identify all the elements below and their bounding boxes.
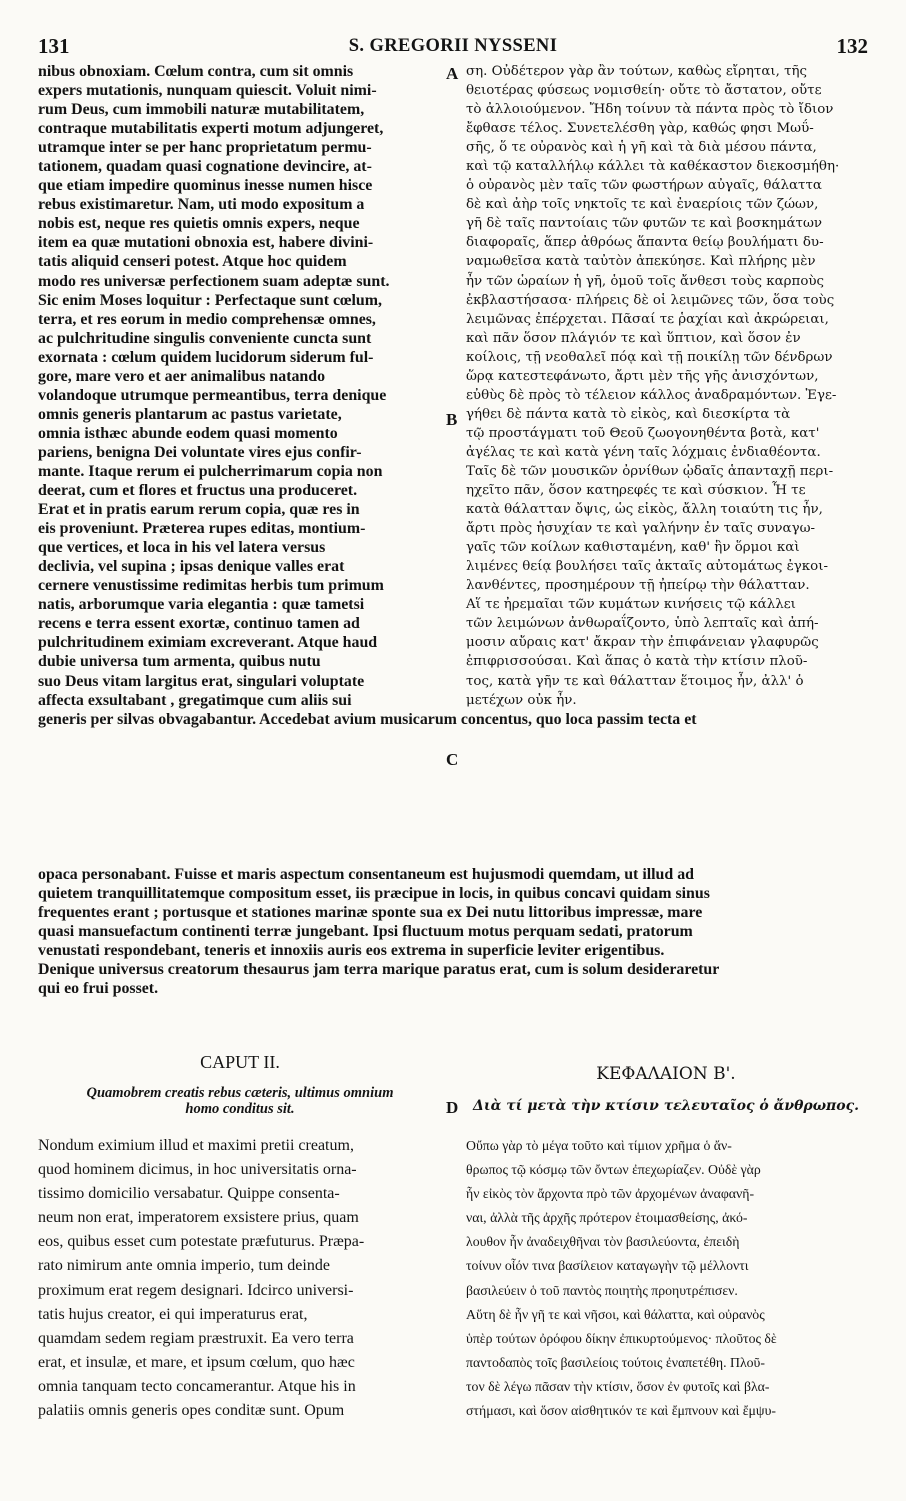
greek-text-line: ὑπὲρ τούτων ὀρόφου δίκην ἐπικυρτούμενος· πλοῦτος δὲ (466, 1330, 777, 1346)
latin-text-line: Nondum eximium illud et maximi pretii creatum, (38, 1137, 354, 1154)
latin-chapter-title: CAPUT II. (200, 1052, 280, 1072)
latin-text-line: opaca personabant. Fuisse et maris aspectum consentaneum est hujusmodi quemdam, ut illud ad (38, 866, 694, 883)
latin-text-line: que vertices, et loca in his vel latera versus (38, 539, 326, 557)
greek-text-line: Αὕτη δὲ ἦν γῆ τε καὶ νῆσοι, καὶ θάλαττα, καὶ οὐρανὸς (466, 1306, 765, 1322)
greek-text-line: λανθέντες, προσημέρουν τῇ ἠπείρῳ τὴν θάλατταν. (466, 578, 810, 594)
greek-text-line: λουθον ἦν ἀναδειχθῆναι τὸν βασιλεύοντα, ἐπειδὴ (466, 1234, 740, 1250)
greek-text-line: τῶν λειμώνων ἀνθωραΐζοντο, ὑπὸ λεπταῖς καὶ ἀπή- (466, 616, 819, 632)
latin-text-line: nibus obnoxiam. Cœlum contra, cum sit omnis (38, 63, 354, 80)
latin-text-line: exornata : cœlum quidem lucidorum siderum ful- (38, 348, 374, 366)
latin-text-line: rum Deus, cum immobili naturæ mutabilitatem, (38, 101, 365, 119)
latin-text-line: natis, arborumque varia elegantia : quæ tametsi (38, 596, 365, 614)
greek-text-line: ἦν τῶν ὡραίων ἡ γῆ, ὁμοῦ τοῖς ἄνθεσι τοὺς καρποὺς (466, 273, 825, 289)
greek-text-line: εὐθὺς δὲ πρὸς τὸ τέλειον κάλλος ἀναδραμόντων. Ἐγε- (466, 387, 837, 403)
latin-text-line: generis per silvas obvagabantur. Accedebat avium musicarum concentus, quo loca passim tecta et (38, 710, 697, 728)
greek-text-line: θρωπος τῷ κόσμῳ τῶν ὄντων ἐπεχωρίαζεν. Οὐδὲ γὰρ (466, 1162, 761, 1178)
greek-chapter-text (466, 1134, 866, 1423)
greek-text-line: διαφοραῖς, ἅπερ ἀθρόως ἅπαντα θείῳ βουλήματι δυ- (466, 235, 824, 251)
latin-text-line: expers mutationis, nunquam quiescit. Voluit nimi- (38, 82, 377, 100)
latin-text-line: tissimo domicilio versabatur. Quippe consenta- (38, 1185, 340, 1203)
latin-text-line: terra, et res eorum in medio comprehensæ omnes, (38, 310, 376, 328)
latin-text-line: cernere venustissime redimitas herbis tum primum (38, 577, 384, 595)
greek-text-line: ἀγέλας τε καὶ κατὰ γένη ταῖς λόχμαις ἐνδιαθέοντα. (466, 444, 821, 460)
margin-letter-d: D (446, 1098, 459, 1117)
latin-chapter-subtitle (38, 1085, 442, 1117)
latin-text-line: eis proveniunt. Præterea rupes editas, montium- (38, 520, 366, 538)
greek-text-line: Οὔπω γὰρ τὸ μέγα τοῦτο καὶ τίμιον χρῆμα ὁ ἄν- (466, 1138, 732, 1153)
latin-text-line: proximum erat regem designari. Idcirco universi- (38, 1281, 354, 1299)
latin-text-line: rato nimirum ante omnia imperio, tum deinde (38, 1257, 330, 1275)
greek-text-line: γαῖς τῶν κοίλων καθισταμένη, καθ' ἣν ὅρμοι καὶ (466, 540, 800, 556)
greek-text-line: τον δὲ λέγω πᾶσαν τὴν κτίσιν, ὅσον ἐν φυτοῖς καὶ βλα- (466, 1378, 770, 1394)
latin-text-line: omnis generis plantarum ac pastus varietate, (38, 405, 342, 423)
latin-text-line: tatis hujus creator, ei qui imperaturus erat, (38, 1305, 308, 1323)
latin-text-line: Erat et in pratis earum rerum copia, quæ res in (38, 501, 360, 519)
latin-text-line: declivia, vel supina ; ipsas denique valles erat (38, 558, 345, 576)
latin-text-line: que etiam impedire quominus inesse numen hisce (38, 177, 373, 195)
latin-text-line: modo res universæ perfectionem suam adeptæ sunt. (38, 272, 390, 290)
greek-text-line: ὥρᾳ κατεστεφάνωτο, ἄρτι μὲν τῆς γῆς ἀνισχόντων, (466, 368, 819, 384)
greek-chapter-title: ΚΕΦΑΛΑΙΟΝ Β'. (596, 1064, 736, 1084)
latin-text-line: deerat, cum et flores et fructus una produceret. (38, 482, 358, 500)
latin-text-line: affecta exsultabant , gregatimque cum aliis sui (38, 691, 352, 709)
latin-text-line: qui eo frui posset. (38, 980, 159, 998)
greek-text-line: ναμωθεῖσα κατὰ ταὐτὸν ἀπεκύησε. Καὶ πλήρης μὲν (466, 254, 816, 270)
latin-text-line: Sic enim Moses loquitur : Perfectaque sunt cœlum, (38, 291, 382, 309)
latin-chapter-text (38, 1134, 442, 1423)
greek-text-line: καὶ πᾶν ὅσον πλάγιόν τε καὶ ὕπτιον, καὶ ὅσον ἐν (466, 330, 801, 346)
latin-text-line: erat, et insulæ, et mare, et ipsum cœlum, quo hæc (38, 1353, 355, 1371)
greek-text-line: ση. Οὐδέτερον γὰρ ἂν τούτων, καθὼς εἴρηται, τῆς (466, 64, 808, 79)
margin-letter-c: C (446, 750, 459, 769)
latin-text-line: quod hominem dicimus, in hoc universitatis orna- (38, 1161, 357, 1179)
latin-text-line: contraque mutabilitatis experti motum adjungeret, (38, 120, 384, 138)
greek-text-line: γῆ δὲ ταῖς παντοίαις τῶν φυτῶν τε καὶ βοσκημάτων (466, 216, 823, 232)
latin-text-line: omnia tanquam tecto concamerantur. Atque his in (38, 1377, 356, 1395)
latin-text-line: Denique universus creatorum thesaurus jam terra marique paratus erat, cum is solum desideraretur (38, 961, 720, 979)
greek-text-line: ἐκβλαστήσασα· πλήρεις δὲ οἱ λειμῶνες τῶν, ὅσα τοὺς (466, 292, 835, 308)
greek-text-line: ἄρτι πρὸς ἡσυχίαν τε καὶ γαλήνην ἐν ταῖς συναγω- (466, 521, 816, 537)
greek-text-line: σῆς, ὅ τε οὐρανὸς καὶ ἡ γῆ καὶ τὰ διὰ μέσου πάντα, (466, 140, 817, 156)
latin-text-line: pariens, benigna Dei voluntate vires ejus confir- (38, 443, 362, 461)
greek-text-line: λειμῶνας ἐπέρχεται. Πᾶσαί τε ῥαχίαι καὶ ἀκρώρειαι, (466, 311, 829, 327)
greek-text-line: Ταῖς δὲ τῶν μουσικῶν ὀρνίθων ᾠδαῖς ἁπανταχῇ περι- (466, 463, 834, 479)
page-number-left: 131 (38, 34, 70, 58)
latin-text-line: omnia isthæc abunde eodem quasi momento (38, 424, 338, 442)
greek-text-line: τοίνυν οἷόν τινα βασίλειον καταγωγὴν τῷ μέλλοντι (466, 1258, 749, 1274)
greek-text-line: γήθει δὲ πάντα κατὰ τὸ εἰκὸς, καὶ διεσκίρτα τὰ (466, 406, 791, 422)
latin-text-line: suo Deus vitam largitus erat, singulari voluptate (38, 672, 365, 690)
greek-text-line: δὲ καὶ ἀὴρ τοῖς νηκτοῖς τε καὶ ἐναερίοις τῶν ζώων, (466, 197, 819, 213)
latin-text-line: item ea quæ mutationi obnoxia est, habere divini- (38, 234, 374, 252)
latin-text-line: utramque inter se per hanc proprietatum permu- (38, 139, 372, 157)
greek-text-line: λιμένες θείᾳ βουλήσει ταῖς ἀκταῖς αὐτομάτως ἐγκοι- (466, 559, 828, 575)
latin-full-width-text (38, 865, 868, 998)
page-number-right: 132 (836, 34, 868, 58)
greek-text-line: ηχεῖτο πᾶν, ὅσον κατηρεφές τε καὶ σύσκιον. Ἦ τε (466, 483, 806, 499)
margin-letter-b: B (446, 410, 458, 429)
greek-text-line: στήμασι, καὶ ὅσον αἰσθητικόν τε καὶ ἔμπνουν καὶ ἔμψυ- (466, 1403, 776, 1419)
margin-letter-a: A (446, 64, 459, 83)
greek-text-line: παντοδαπὸς τοῖς βασιλείοις τούτοις ἐναπετέθη. Πλοῦ- (466, 1354, 765, 1370)
latin-text-line: recens e terra essent exortæ, continuo tamen ad (38, 615, 360, 633)
latin-text-line: mante. Itaque rerum ei pulcherrimarum copia non (38, 462, 383, 480)
latin-text-line: gore, mare vero et aer animalibus natando (38, 367, 326, 385)
latin-subtitle-line-2: homo conditus sit. (185, 1101, 295, 1117)
greek-text-line: βασιλεύειν ὁ τοῦ παντὸς ποιητὴς προηυτρέπισεν. (466, 1282, 738, 1298)
latin-text-line: tatis aliquid censeri potest. Atque hoc quidem (38, 253, 347, 271)
latin-text-line: volandoque utrumque permeantibus, terra denique (38, 386, 387, 404)
greek-text-line: τος, κατὰ γῆν τε καὶ θάλατταν ἕτοιμος ἦν, ἀλλ' ὁ (466, 673, 804, 689)
running-header (38, 34, 868, 64)
greek-text-line: ἦν εἰκὸς τὸν ἄρχοντα πρὸ τῶν ἀρχομένων ἀναφανῆ- (466, 1186, 755, 1202)
latin-text-line: eos, quibus esset cum potestate præfuturus. Præpa- (38, 1233, 365, 1251)
greek-text-line: κατὰ θάλατταν ὄψις, ὡς εἰκὸς, ἄλλη τοιαύτη τις ἦν, (466, 502, 823, 518)
latin-text-line: ac pulchritudine singulis conveniente cuncta sunt (38, 329, 372, 347)
latin-text-line: frequentes erant ; portusque et stationes marinæ sponte sua ex Dei nutu littoribus impressæ, mare (38, 904, 703, 922)
latin-text-line: quasi mansuefactum continenti terræ jungebant. Ipsi fluctuum motus perquam sedati, pratorum (38, 923, 693, 941)
greek-text-line: κοίλοις, τῇ νεοθαλεῖ πόᾳ καὶ τῇ ποικίλῃ τῶν δένδρων (466, 349, 833, 365)
latin-text-line: tationem, quadam quasi cognatione devincire, at- (38, 158, 372, 176)
greek-text-line: ναι, ἀλλὰ τῆς ἀρχῆς πρότερον ἑτοιμασθείσης, ἀκό- (466, 1210, 748, 1226)
greek-column (466, 62, 866, 710)
latin-text-line: venustati respondebant, teneris et innoxiis auris eos extrema in superficie leviter erigentibus. (38, 942, 665, 960)
greek-text-line: μοσιν αὔραις κατ' ἄκραν τὴν ἐπιφάνειαν γλαφυρῶς (466, 635, 819, 651)
latin-text-line: pulchritudinem eximiam excreverant. Atque haud (38, 634, 378, 652)
latin-text-line: neum non erat, imperatorem exsistere prius, quam (38, 1209, 359, 1227)
greek-text-line: καὶ τῷ καταλλήλῳ κάλλει τὰ καθέκαστον διεκοσμήθη· (466, 159, 840, 175)
latin-text-line: quietem tranquillitatemque compositum esset, iis præcipue in locis, in quibus concavi quidam sinus (38, 885, 710, 903)
greek-chapter-subtitle: Διὰ τί μετὰ τὴν κτίσιν τελευταῖος ὁ ἄνθρωπος. (472, 1098, 860, 1114)
greek-text-line: θειοτέρας φύσεως νομισθείη· οὔτε τὸ ἄστατον, οὔτε (466, 83, 822, 99)
greek-text-line: τὸ ἀλλοιούμενον. Ἤδη τοίνυν τὰ πάντα πρὸς τὸ ἴδιον (466, 102, 834, 118)
latin-text-line: rebus existimaretur. Nam, uti modo expositum a (38, 196, 365, 214)
greek-text-line: ἔφθασε τέλος. Συνετελέσθη γὰρ, καθώς φησι Μωΰ- (466, 121, 814, 137)
greek-text-line: μετέχων οὐκ ἦν. (466, 692, 577, 708)
latin-subtitle-line-1: Quamobrem creatis rebus cæteris, ultimus omnium (86, 1085, 394, 1101)
latin-text-line: palatiis omnis generis opes conditæ sunt. Opum (38, 1402, 345, 1420)
latin-text-line: quamdam sedem regiam præstruxit. Ea vero terra (38, 1329, 354, 1347)
running-title: S. GREGORII NYSSENI (348, 36, 558, 56)
latin-text-line: dubie universa tum armenta, quibus nutu (38, 653, 321, 671)
greek-text-line: ἐπιφρισσούσαι. Καὶ ἅπας ὁ κατὰ τὴν κτίσιν πλοῦ- (466, 654, 808, 670)
greek-text-line: τῷ προστάγματι τοῦ Θεοῦ ζωογονηθέντα βοτὰ, κατ' (466, 425, 820, 441)
latin-text-line: nobis est, neque res quietis omnis expers, neque (38, 215, 360, 233)
greek-text-line: ὁ οὐρανὸς μὲν ταῖς τῶν φωστήρων αὐγαῖς, θάλαττα (466, 178, 822, 194)
greek-text-line: Αἵ τε ἠρεμαῖαι τῶν κυμάτων κινήσεις τῷ κάλλει (466, 597, 796, 613)
